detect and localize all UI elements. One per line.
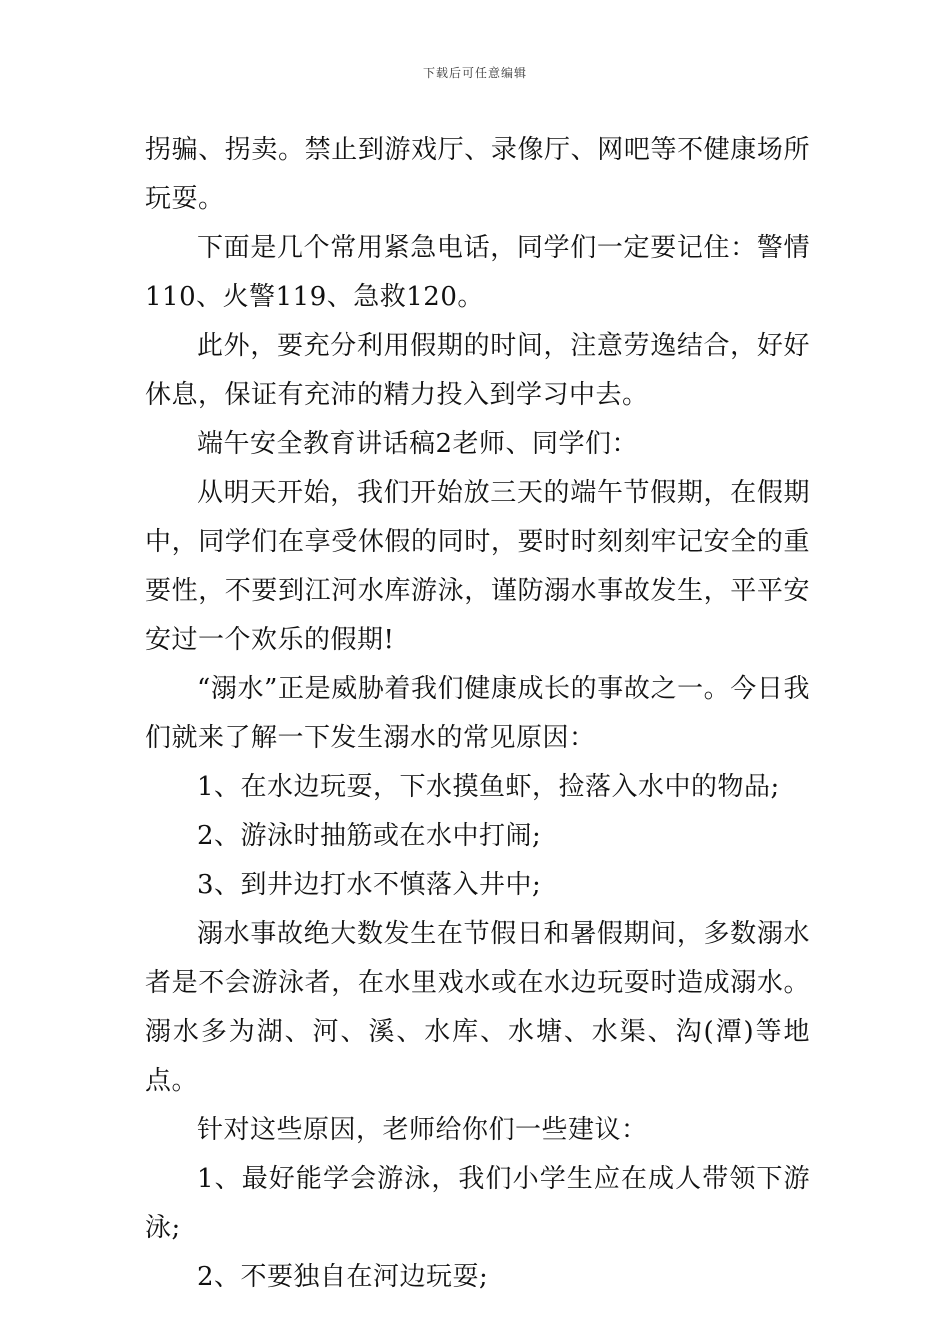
list-item-advice-1: 1、最好能学会游泳，我们小学生应在成人带领下游泳; (145, 1164, 810, 1243)
list-item-advice-2: 2、不要独自在河边玩耍; (197, 1262, 489, 1292)
list-item-cause-2: 2、游泳时抽筋或在水中打闹; (197, 821, 542, 851)
list-item-cause-3: 3、到井边打水不慎落入井中; (197, 870, 542, 900)
paragraph-rest-advice: 此外，要充分利用假期的时间，注意劳逸结合，好好休息，保证有充沛的精力投入到学习中去。 (145, 331, 810, 410)
paragraph-drowning-intro: “溺水”正是威胁着我们健康成长的事故之一。今日我们就来了解一下发生溺水的常见原因： (145, 674, 810, 753)
list-item-cause-1: 1、在水边玩耍，下水摸鱼虾，捡落入水中的物品; (197, 772, 780, 802)
paragraph-emergency-numbers: 下面是几个常用紧急电话，同学们一定要记住：警情110、火警119、急救120。 (145, 233, 810, 312)
document-body (145, 126, 810, 1302)
page-header-note: 下载后可任意编辑 (422, 66, 527, 80)
paragraph-speech-title: 端午安全教育讲话稿2老师、同学们： (197, 429, 639, 459)
paragraph-holiday-intro: 从明天开始，我们开始放三天的端午节假期，在假期中，同学们在享受休假的同时，要时时刻刻牢记安全的重要性，不要到江河水库游泳，谨防溺水事故发生，平平安安过一个欢乐的假期! (145, 478, 810, 655)
paragraph-advice-intro: 针对这些原因，老师给你们一些建议： (197, 1115, 648, 1145)
paragraph-continuation: 拐骗、拐卖。禁止到游戏厅、录像厅、网吧等不健康场所玩耍。 (145, 135, 810, 214)
paragraph-drowning-facts: 溺水事故绝大数发生在节假日和暑假期间，多数溺水者是不会游泳者，在水里戏水或在水边玩耍时造成溺水。溺水多为湖、河、溪、水库、水塘、水渠、沟(潭)等地点。 (145, 919, 810, 1096)
